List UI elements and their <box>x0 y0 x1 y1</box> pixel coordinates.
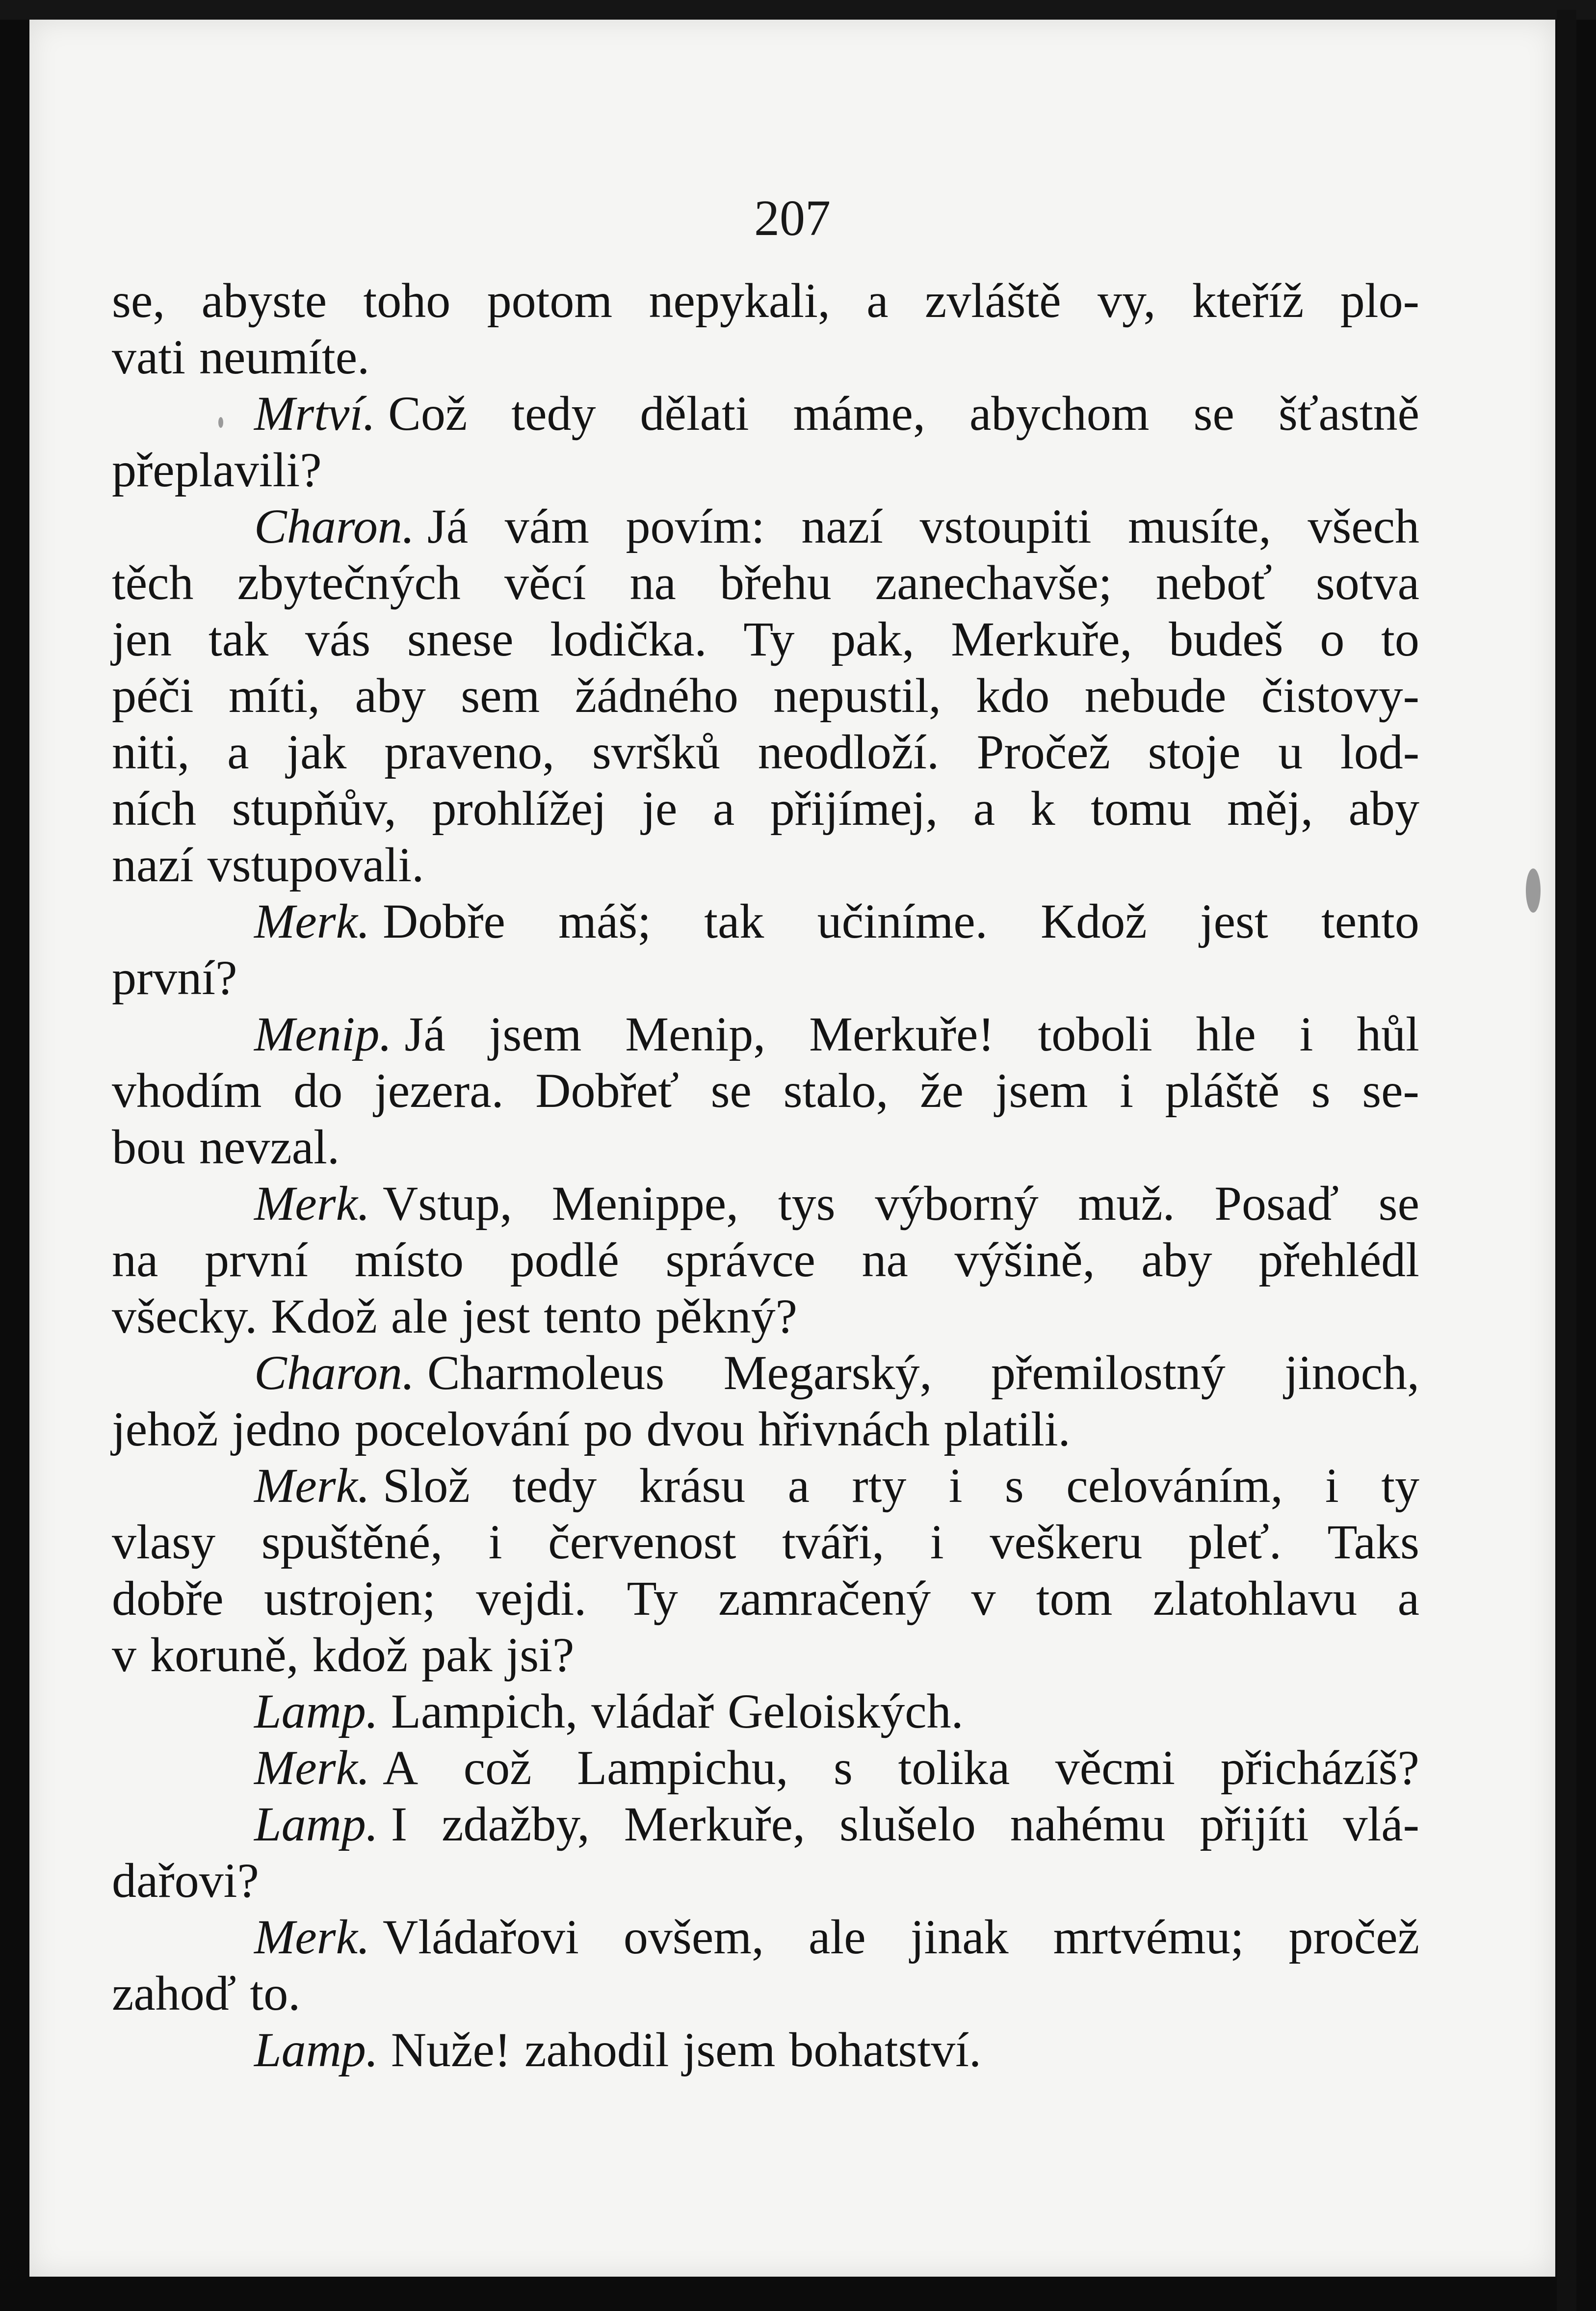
line-text: Což tedy dělati máme, abychom se šťastně <box>388 386 1419 441</box>
text-line <box>112 554 1419 611</box>
text-line <box>112 2022 1419 2078</box>
line-text: nazí vstupovali. <box>112 838 424 892</box>
line-text: Lampich, vládař Geloiských. <box>391 1684 964 1738</box>
scan-top-border <box>0 0 1596 20</box>
line-text: přeplavili? <box>112 443 322 497</box>
line-text: na první místo podlé správce na výšině, aby přehlédl <box>112 1233 1419 1287</box>
scan-speck <box>1526 868 1541 913</box>
speaker-name: Charon. <box>254 1345 415 1400</box>
line-text: Já jsem Menip, Merkuře! toboli hle i hůl <box>404 1007 1419 1061</box>
speaker-name: Merk. <box>254 894 370 948</box>
text-line <box>112 1627 1419 1683</box>
scan-right-border <box>1557 10 1576 2311</box>
text-line <box>112 385 1419 442</box>
text-line <box>112 1909 1419 1965</box>
line-text: Slož tedy krásu a rty i s celováním, i ty <box>383 1458 1419 1513</box>
line-text: jen tak vás snese lodička. Ty pak, Merkuře, budeš o to <box>112 612 1419 666</box>
line-text: péči míti, aby sem žádného nepustil, kdo nebude čistovy- <box>112 668 1419 723</box>
line-text: Vstup, Menippe, tys výborný muž. Posaď se <box>383 1176 1419 1231</box>
text-line <box>112 1006 1419 1062</box>
speaker-name: Merk. <box>254 1740 370 1795</box>
text-line <box>112 272 1419 329</box>
text-line <box>112 611 1419 667</box>
text-line <box>112 1175 1419 1232</box>
line-text: vati neumíte. <box>112 330 370 384</box>
line-text: všecky. Kdož ale jest tento pěkný? <box>112 1289 797 1343</box>
line-text: první? <box>112 950 237 1005</box>
text-line <box>112 1288 1419 1344</box>
text-line <box>112 442 1419 498</box>
line-text: A což Lampichu, s tolika věcmi přicházíš? <box>383 1740 1419 1795</box>
text-line <box>112 837 1419 893</box>
speaker-name: Menip. <box>254 1007 392 1061</box>
text-line <box>112 780 1419 837</box>
line-text: vlasy spuštěné, i červenost tváři, i veškeru pleť. Taks <box>112 1515 1419 1569</box>
line-text: ních stupňův, prohlížej je a přijímej, a k tomu měj, aby <box>112 781 1419 836</box>
line-text: v koruně, kdož pak jsi? <box>112 1628 575 1682</box>
speaker-name: Charon. <box>254 499 415 553</box>
text-line <box>112 724 1419 780</box>
text-line <box>112 1344 1419 1401</box>
text-line <box>112 1119 1419 1175</box>
text-line <box>112 1683 1419 1739</box>
line-text: Já vám povím: nazí vstoupiti musíte, všech <box>427 499 1419 553</box>
text-line <box>112 1965 1419 2022</box>
line-text: zahoď to. <box>112 1966 301 2021</box>
line-text: Dobře máš; tak učiníme. Kdož jest tento <box>383 894 1419 948</box>
text-line <box>112 893 1419 949</box>
text-line <box>112 1401 1419 1457</box>
speaker-name: Merk. <box>254 1458 370 1513</box>
page-number: 207 <box>754 190 831 246</box>
line-text: I zdažby, Merkuře, slušelo nahému přijíti vlá- <box>391 1797 1419 1851</box>
line-text: jehož jedno pocelování po dvou hřivnách platili. <box>112 1402 1071 1456</box>
line-text: se, abyste toho potom nepykali, a zvláště vy, kteříž plo- <box>112 273 1419 328</box>
text-line <box>112 498 1419 554</box>
text-line <box>112 667 1419 724</box>
text-line <box>112 329 1419 385</box>
line-text: Charmoleus Megarský, přemilostný jinoch, <box>427 1345 1419 1400</box>
text-line <box>112 1232 1419 1288</box>
line-text: Nuže! zahodil jsem bohatství. <box>391 2022 982 2077</box>
speaker-name: Lamp. <box>254 1797 378 1851</box>
text-line <box>112 1796 1419 1852</box>
text-line <box>112 1062 1419 1119</box>
line-text: vhodím do jezera. Dobřeť se stalo, že jsem i pláště s se- <box>112 1063 1419 1118</box>
line-text: bou nevzal. <box>112 1120 340 1174</box>
line-text: dařovi? <box>112 1853 259 1908</box>
line-text: Vládařovi ovšem, ale jinak mrtvému; pročež <box>383 1910 1419 1964</box>
speaker-name: Lamp. <box>254 1684 378 1738</box>
line-text: dobře ustrojen; vejdi. Ty zamračený v tom zlatohlavu a <box>112 1571 1419 1626</box>
line-text: niti, a jak praveno, svršků neodloží. Pročež stoje u lod- <box>112 725 1419 779</box>
text-line <box>112 1514 1419 1570</box>
speaker-name: Lamp. <box>254 2022 378 2077</box>
text-line <box>112 1457 1419 1514</box>
speaker-name: Merk. <box>254 1176 370 1231</box>
text-line <box>112 1570 1419 1627</box>
scan-speck <box>218 417 223 428</box>
line-text: těch zbytečných věcí na břehu zanechavše; neboť sotva <box>112 555 1419 610</box>
speaker-name: Mrtví. <box>254 386 376 441</box>
page-body-text <box>112 272 1419 2078</box>
text-line <box>112 1739 1419 1796</box>
speaker-name: Merk. <box>254 1910 370 1964</box>
text-line <box>112 1852 1419 1909</box>
text-line <box>112 949 1419 1006</box>
